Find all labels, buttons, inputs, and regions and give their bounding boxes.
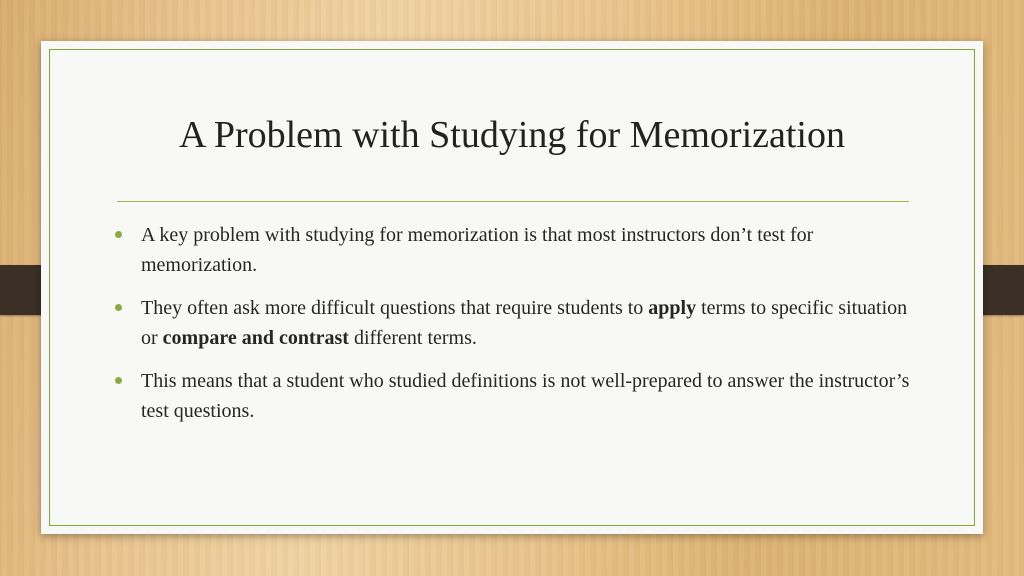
- bullet-dot-icon: [115, 304, 122, 311]
- slide-card: [41, 41, 983, 534]
- bullet-dot-icon: [115, 377, 122, 384]
- bullet-item-1: [141, 220, 911, 280]
- bullet-text-start: They often ask more difficult questions that require students to: [141, 297, 649, 319]
- title-divider: [117, 201, 909, 202]
- bullet-text: This means that a student who studied definitions is not well-prepared to answer the instructor’s test questions.: [141, 370, 910, 422]
- bold-term-apply: apply: [648, 297, 697, 319]
- bullet-text-middle: terms to specific situation or: [141, 297, 908, 349]
- bullet-item-3: [141, 366, 911, 426]
- bold-term-compare-contrast: compare and contrast: [162, 327, 349, 349]
- bullet-text-end: different terms.: [348, 327, 477, 349]
- bullet-text: A key problem with studying for memorization is that most instructors don’t test for memorization.: [141, 224, 814, 276]
- bullet-dot-icon: [115, 231, 122, 238]
- bullet-item-2: [141, 293, 911, 353]
- slide-title: A Problem with Studying for Memorization: [178, 114, 845, 156]
- bullet-list: [141, 220, 911, 439]
